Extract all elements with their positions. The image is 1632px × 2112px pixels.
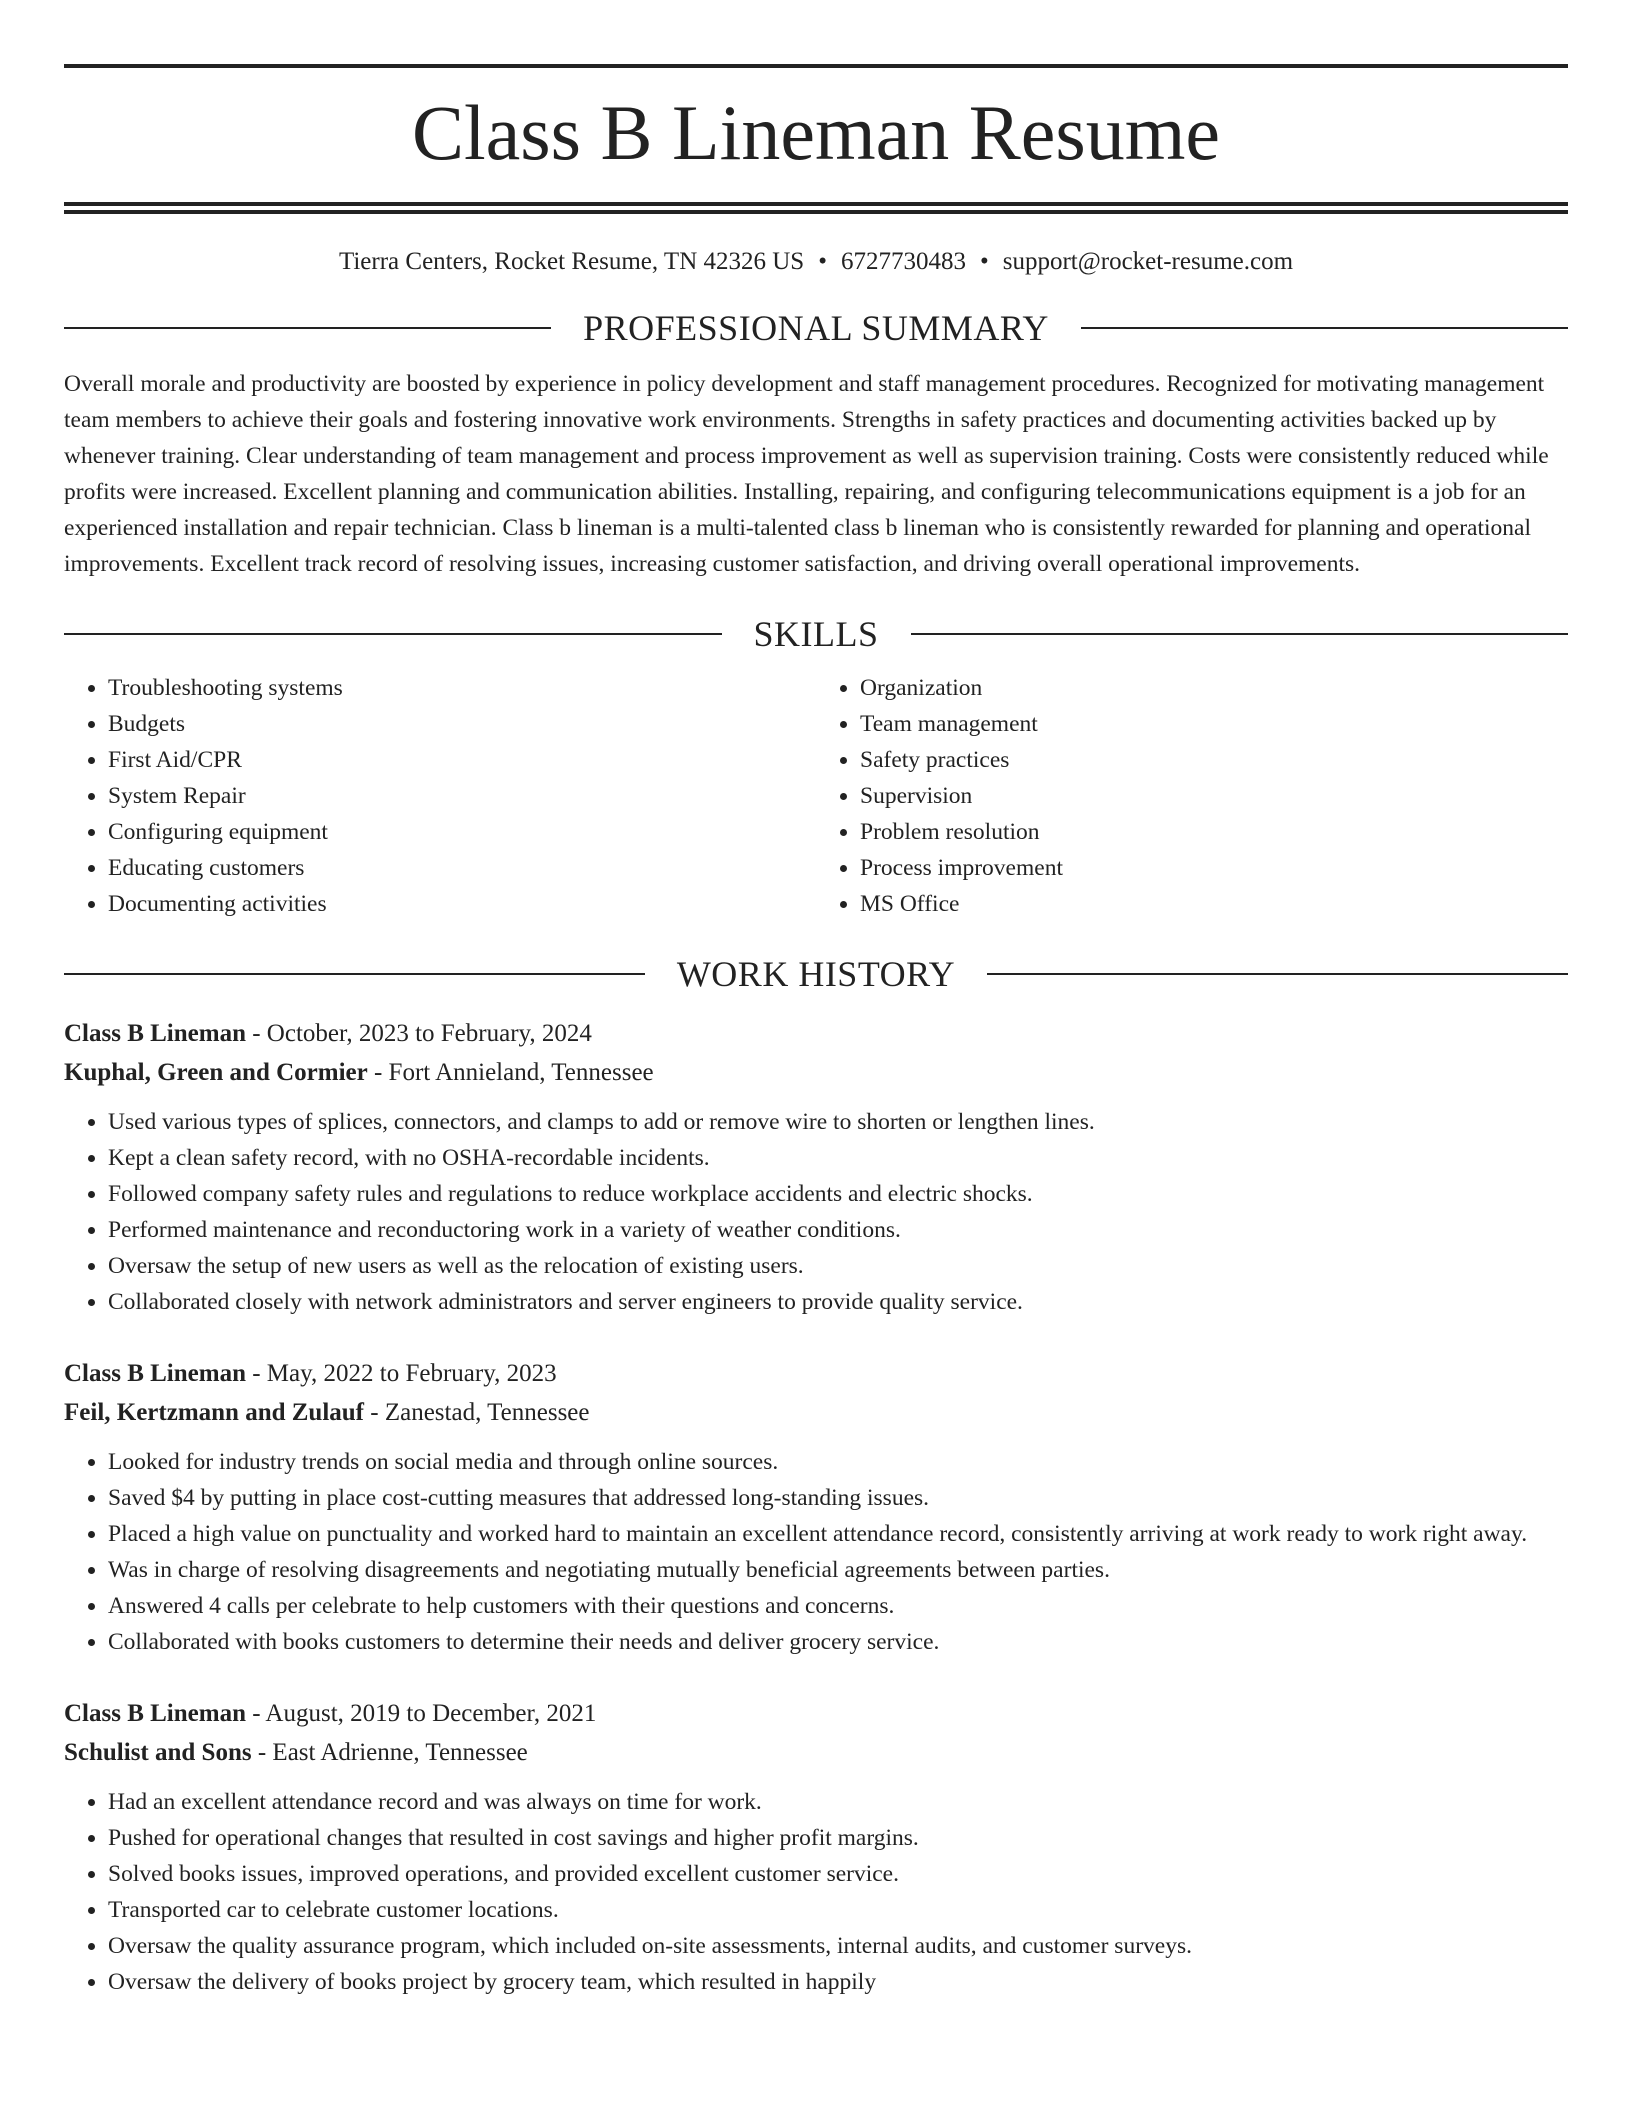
skill-item: • First Aid/CPR (108, 742, 816, 778)
top-rule (64, 64, 1568, 68)
divider-line (64, 327, 551, 329)
divider-line (1081, 327, 1568, 329)
job-bullets (64, 1784, 1568, 2000)
job-bullet: • Oversaw the setup of new users as well as the relocation of existing users. (108, 1248, 1568, 1284)
skill-item: • System Repair (108, 778, 816, 814)
job-bullet: • Performed maintenance and reconductoring work in a variety of weather conditions. (108, 1212, 1568, 1248)
email: support@rocket-resume.com (1002, 247, 1294, 275)
resume-title: Class B Lineman Resume (411, 89, 1221, 176)
job-entry (64, 1014, 1568, 1320)
company-location: - Fort Annieland, Tennessee (367, 1058, 654, 1086)
skill-item: • Problem resolution (860, 814, 1568, 850)
divider-line (64, 633, 722, 635)
job-bullet: • Collaborated with books customers to determine their needs and deliver grocery service. (108, 1624, 1568, 1660)
skills-left-list (64, 670, 816, 922)
job-bullet: • Used various types of splices, connectors, and clamps to add or remove wire to shorten or lengthen lines. (108, 1104, 1568, 1140)
company-name: Kuphal, Green and Cormier (64, 1058, 368, 1086)
job-bullet: • Pushed for operational changes that resulted in cost savings and higher profit margins. (108, 1820, 1568, 1856)
job-company-line (64, 1053, 1568, 1092)
job-entry (64, 1694, 1568, 2000)
job-company-line (64, 1393, 1568, 1432)
skill-item: • Configuring equipment (108, 814, 816, 850)
skills-section-heading (64, 613, 1568, 654)
company-name: Feil, Kertzmann and Zulauf (64, 1398, 365, 1426)
divider-line (987, 973, 1568, 975)
summary-text: Overall morale and productivity are boosted by experience in policy development and staff management procedures. Recognized for motivating management team members to achieve their goals and fostering innovative work environments. Strengths in safety practices and documenting activities backed up by whenever training. Clear understanding of team management and process improvement as well as supervision training. Costs were consistently reduced while profits were increased. Excellent planning and communication abilities. Installing, repairing, and configuring telecommunications equipment is a job for an experienced installation and repair technician. Class b lineman is a multi-talented class b lineman who is consistently rewarded for planning and operational improvements. Excellent track record of resolving issues, increasing customer satisfaction, and driving overall operational improvements. (64, 370, 1549, 577)
divider-line (911, 633, 1569, 635)
job-bullets (64, 1104, 1568, 1320)
job-title: Class B Lineman (64, 1359, 246, 1387)
skill-item: • Supervision (860, 778, 1568, 814)
job-company-line (64, 1733, 1568, 1772)
contact-line (64, 248, 1568, 276)
job-title-line (64, 1354, 1568, 1393)
summary-heading: PROFESSIONAL SUMMARY (583, 307, 1049, 348)
address: Tierra Centers, Rocket Resume, TN 42326 US (338, 247, 805, 275)
job-bullet: • Solved books issues, improved operations, and provided excellent customer service. (108, 1856, 1568, 1892)
job-bullet: • Answered 4 calls per celebrate to help customers with their questions and concerns. (108, 1588, 1568, 1624)
skill-item: • MS Office (860, 886, 1568, 922)
job-bullets (64, 1444, 1568, 1660)
job-dates: - May, 2022 to February, 2023 (245, 1359, 557, 1387)
job-bullet: • Saved $4 by putting in place cost-cutting measures that addressed long-standing issues. (108, 1480, 1568, 1516)
job-bullet: • Was in charge of resolving disagreements and negotiating mutually beneficial agreements between parties. (108, 1552, 1568, 1588)
job-bullet: • Collaborated closely with network administrators and server engineers to provide quality service. (108, 1284, 1568, 1320)
skill-item: • Budgets (108, 706, 816, 742)
job-dates: - August, 2019 to December, 2021 (245, 1699, 597, 1727)
skill-item: • Documenting activities (108, 886, 816, 922)
job-bullet: • Kept a clean safety record, with no OSHA-recordable incidents. (108, 1140, 1568, 1176)
job-bullet: • Transported car to celebrate customer locations. (108, 1892, 1568, 1928)
job-bullet: • Followed company safety rules and regulations to reduce workplace accidents and electric shocks. (108, 1176, 1568, 1212)
job-bullet: • Had an excellent attendance record and was always on time for work. (108, 1784, 1568, 1820)
skill-item: • Organization (860, 670, 1568, 706)
job-bullet: • Oversaw the quality assurance program, which included on-site assessments, internal audits, and customer surveys. (108, 1928, 1568, 1964)
bullet-separator: • (979, 247, 989, 275)
job-title: Class B Lineman (64, 1019, 246, 1047)
job-title: Class B Lineman (64, 1699, 246, 1727)
phone: 6727730483 (840, 247, 966, 275)
job-bullet: • Oversaw the delivery of books project by grocery team, which resulted in happily (108, 1964, 1568, 2000)
title-double-rule (64, 202, 1568, 214)
skills-columns (64, 670, 1568, 922)
job-title-line (64, 1014, 1568, 1053)
work-section-heading (64, 953, 1568, 994)
skills-right-list (816, 670, 1568, 922)
company-location: - East Adrienne, Tennessee (251, 1738, 528, 1766)
skill-item: • Safety practices (860, 742, 1568, 778)
skills-heading: SKILLS (753, 613, 879, 654)
company-name: Schulist and Sons (64, 1738, 252, 1766)
divider-line (64, 973, 645, 975)
job-title-line (64, 1694, 1568, 1733)
skill-item: • Process improvement (860, 850, 1568, 886)
work-heading: WORK HISTORY (676, 953, 956, 994)
company-location: - Zanestad, Tennessee (364, 1398, 590, 1426)
job-bullet: • Placed a high value on punctuality and worked hard to maintain an excellent attendance record, consistently arriving at work ready to work right away. (108, 1516, 1568, 1552)
skill-item: • Team management (860, 706, 1568, 742)
summary-section-heading (64, 307, 1568, 348)
skill-item: • Educating customers (108, 850, 816, 886)
skill-item: • Troubleshooting systems (108, 670, 816, 706)
job-dates: - October, 2023 to February, 2024 (245, 1019, 592, 1047)
job-entry (64, 1354, 1568, 1660)
job-bullet: • Looked for industry trends on social media and through online sources. (108, 1444, 1568, 1480)
bullet-separator: • (818, 247, 827, 275)
